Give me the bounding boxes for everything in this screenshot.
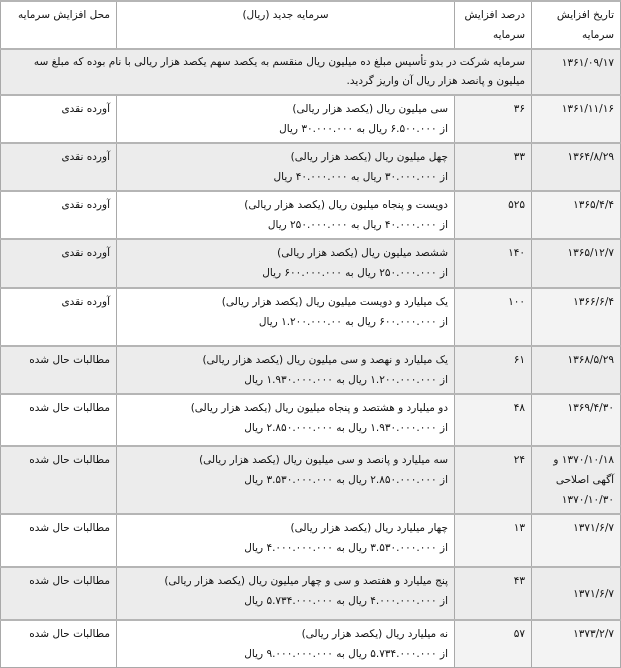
intro-date: ۱۳۶۱/۰۹/۱۷ xyxy=(532,49,621,95)
cell-place: آورده نقدی xyxy=(1,239,117,288)
cell-percent: ۳۶ xyxy=(455,95,532,143)
capital-range: از ۴.۰۰۰.۰۰۰.۰۰۰ ریال به ۵.۷۳۴.۰۰۰.۰۰۰ ریال xyxy=(244,595,448,607)
cell-place: آورده نقدی xyxy=(1,95,117,143)
header-capital: سرمایه جدید (ریال) xyxy=(117,1,455,49)
cell-percent: ۴۸ xyxy=(455,394,532,446)
cell-percent: ۱۰۰ xyxy=(455,288,532,346)
cell-place: مطالبات حال شده xyxy=(1,446,117,514)
intro-text: سرمایه شرکت در بدو تأسیس مبلغ ده میلیون ریال منقسم به یکصد سهم یکصد هزار ریالی با نام بوده که مبلغ سه میلیون و پانصد هزار ریال آن واریز گردید. xyxy=(1,49,532,95)
capital-title: پنج میلیارد و هفتصد و سی و چهار میلیون ریال (یکصد هزار ریالی) xyxy=(164,575,448,587)
cell-date: ۱۳۶۱/۱۱/۱۶ xyxy=(532,95,621,143)
table-row xyxy=(1,394,621,446)
cell-place: مطالبات حال شده xyxy=(1,620,117,668)
table-row xyxy=(1,346,621,394)
capital-range: از ۳.۵۳۰.۰۰۰.۰۰۰ ریال به ۴.۰۰۰.۰۰۰.۰۰۰ ریال xyxy=(244,542,448,554)
cell-date: ۱۳۷۱/۶/۷ xyxy=(532,567,621,620)
cell-percent: ۱۴۰ xyxy=(455,239,532,288)
capital-title: سی میلیون ریال (یکصد هزار ریالی) xyxy=(292,103,448,115)
capital-title: چهار میلیارد ریال (یکصد هزار ریالی) xyxy=(290,522,448,534)
capital-range: از ۶۰۰.۰۰۰.۰۰۰ ریال به ۱.۲۰۰.۰۰۰.۰۰ ریال xyxy=(258,316,448,328)
capital-range: از ۴۰.۰۰۰.۰۰۰ ریال به ۲۵۰.۰۰۰.۰۰۰ ریال xyxy=(267,219,448,231)
cell-place: مطالبات حال شده xyxy=(1,514,117,567)
intro-row xyxy=(1,49,621,95)
capital-range: از ۵.۷۳۴.۰۰۰.۰۰۰ ریال به ۹.۰۰۰.۰۰۰.۰۰۰ ریال xyxy=(244,648,448,660)
cell-date: ۱۳۷۳/۲/۷ xyxy=(532,620,621,668)
capital-title: ششصد میلیون ریال (یکصد هزار ریالی) xyxy=(277,247,448,259)
cell-place: مطالبات حال شده xyxy=(1,394,117,446)
table-row xyxy=(1,191,621,239)
cell-capital xyxy=(117,394,455,446)
cell-capital xyxy=(117,620,455,668)
capital-title: دویست و پنجاه میلیون ریال (یکصد هزار ریالی) xyxy=(244,199,448,211)
capital-range: از ۱.۹۳۰.۰۰۰.۰۰۰ ریال به ۲.۸۵۰.۰۰۰.۰۰۰ ریال xyxy=(244,422,448,434)
capital-title: نه میلیارد ریال (یکصد هزار ریالی) xyxy=(301,628,448,640)
capital-title: دو میلیارد و هشتصد و پنجاه میلیون ریال (یکصد هزار ریالی) xyxy=(190,402,448,414)
cell-percent: ۱۳ xyxy=(455,514,532,567)
header-percent: درصد افزایش سرمایه xyxy=(455,1,532,49)
capital-range: از ۲۵۰.۰۰۰.۰۰۰ ریال به ۶۰۰.۰۰۰.۰۰۰ ریال xyxy=(262,267,448,279)
capital-title: یک میلیارد و نهصد و سی میلیون ریال (یکصد هزار ریالی) xyxy=(202,354,448,366)
cell-date: ۱۳۶۵/۱۲/۷ xyxy=(532,239,621,288)
cell-capital xyxy=(117,288,455,346)
cell-date: ۱۳۶۴/۸/۲۹ xyxy=(532,143,621,191)
capital-range: از ۲.۸۵۰.۰۰۰.۰۰۰ ریال به ۳.۵۳۰.۰۰۰.۰۰۰ ریال xyxy=(244,474,448,486)
cell-capital xyxy=(117,346,455,394)
table-row xyxy=(1,239,621,288)
cell-date: ۱۳۶۹/۴/۳۰ xyxy=(532,394,621,446)
cell-capital xyxy=(117,95,455,143)
cell-percent: ۶۱ xyxy=(455,346,532,394)
cell-place: آورده نقدی xyxy=(1,288,117,346)
cell-capital xyxy=(117,239,455,288)
table-row xyxy=(1,95,621,143)
header-row xyxy=(1,1,621,49)
cell-capital xyxy=(117,567,455,620)
capital-title: یک میلیارد و دویست میلیون ریال (یکصد هزار ریالی) xyxy=(221,296,448,308)
cell-place: آورده نقدی xyxy=(1,191,117,239)
header-date: تاریخ افزایش سرمایه xyxy=(532,1,621,49)
cell-percent: ۲۴ xyxy=(455,446,532,514)
table-row xyxy=(1,446,621,514)
capital-range: از ۱.۲۰۰.۰۰۰.۰۰۰ ریال به ۱.۹۳۰.۰۰۰.۰۰۰ ریال xyxy=(244,374,448,386)
table-row xyxy=(1,514,621,567)
capital-title: سه میلیارد و پانصد و سی میلیون ریال (یکصد هزار ریالی) xyxy=(199,454,448,466)
cell-date: ۱۳۶۵/۴/۴ xyxy=(532,191,621,239)
cell-percent: ۵۲۵ xyxy=(455,191,532,239)
capital-title: چهل میلیون ریال (یکصد هزار ریالی) xyxy=(290,151,448,163)
cell-percent: ۳۳ xyxy=(455,143,532,191)
cell-place: مطالبات حال شده xyxy=(1,346,117,394)
capital-range: از ۳۰.۰۰۰.۰۰۰ ریال به ۴۰.۰۰۰.۰۰۰ ریال xyxy=(273,171,448,183)
table-row xyxy=(1,143,621,191)
cell-capital xyxy=(117,446,455,514)
cell-place: مطالبات حال شده xyxy=(1,567,117,620)
cell-date: ۱۳۶۶/۶/۴ xyxy=(532,288,621,346)
table-row xyxy=(1,288,621,346)
cell-date: ۱۳۷۱/۶/۷ xyxy=(532,514,621,567)
cell-capital xyxy=(117,143,455,191)
cell-percent: ۴۳ xyxy=(455,567,532,620)
cell-date: ۱۳۷۰/۱۰/۱۸ و آگهی اصلاحی ۱۳۷۰/۱۰/۳۰ xyxy=(532,446,621,514)
table-row xyxy=(1,620,621,668)
cell-capital xyxy=(117,191,455,239)
cell-date: ۱۳۶۸/۵/۲۹ xyxy=(532,346,621,394)
table-row xyxy=(1,567,621,620)
cell-capital xyxy=(117,514,455,567)
cell-percent: ۵۷ xyxy=(455,620,532,668)
cell-place: آورده نقدی xyxy=(1,143,117,191)
capital-range: از ۶.۵۰۰.۰۰۰ ریال به ۳۰.۰۰۰.۰۰۰ ریال xyxy=(279,123,448,135)
header-place: محل افزایش سرمایه xyxy=(1,1,117,49)
